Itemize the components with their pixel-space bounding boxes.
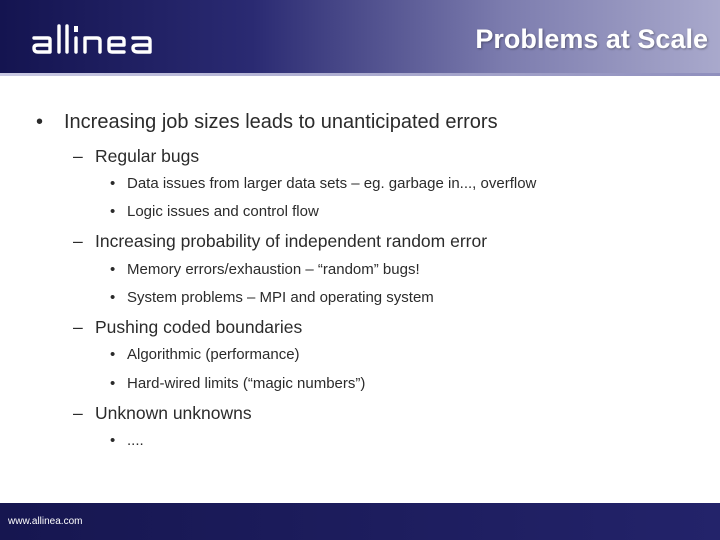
list-item: [110, 431, 144, 450]
list-item-text: ....: [127, 432, 144, 449]
header-divider: [0, 73, 720, 76]
bullet-marker: •: [110, 203, 116, 220]
subbullet-regular-bugs: [73, 145, 199, 167]
bullet-main: [36, 110, 498, 134]
list-item-text: Hard-wired limits (“magic numbers”): [127, 375, 366, 392]
dash-marker: –: [73, 317, 83, 337]
subbullet-coded-boundaries: [73, 316, 302, 338]
subbullet-text: Unknown unknowns: [95, 403, 252, 423]
allinea-logo: [30, 20, 200, 62]
list-item: [110, 260, 420, 279]
bullet-marker: •: [110, 432, 116, 449]
slide-header: [0, 0, 720, 73]
dash-marker: –: [73, 231, 83, 251]
bullet-marker: •: [110, 261, 116, 278]
subbullet-text: Increasing probability of independent random error: [95, 231, 488, 251]
list-item: [110, 202, 319, 221]
subbullet-text: Pushing coded boundaries: [95, 317, 303, 337]
list-item-text: Algorithmic (performance): [127, 346, 300, 363]
list-item: [110, 345, 300, 364]
slide-footer: [0, 503, 720, 540]
list-item: [110, 288, 434, 307]
bullet-marker: •: [110, 346, 116, 363]
list-item: [110, 174, 536, 193]
list-item: [110, 374, 365, 393]
list-item-text: System problems – MPI and operating system: [127, 289, 434, 306]
slide-title: Problems at Scale: [475, 24, 708, 54]
dash-marker: –: [73, 146, 83, 166]
list-item-text: Memory errors/exhaustion – “random” bugs!: [127, 261, 420, 278]
footer-url[interactable]: www.allinea.com: [8, 516, 83, 527]
bullet-text: Increasing job sizes leads to unanticipated errors: [64, 111, 498, 133]
list-item-text: Logic issues and control flow: [127, 203, 319, 220]
list-item-text: Data issues from larger data sets – eg. garbage in..., overflow: [127, 175, 537, 192]
bullet-marker: •: [110, 289, 116, 306]
bullet-marker: •: [36, 111, 44, 133]
subbullet-random-error: [73, 230, 487, 252]
bullet-marker: •: [110, 175, 116, 192]
dash-marker: –: [73, 403, 83, 423]
bullet-marker: •: [110, 375, 116, 392]
subbullet-text: Regular bugs: [95, 146, 200, 166]
subbullet-unknown-unknowns: [73, 402, 252, 424]
